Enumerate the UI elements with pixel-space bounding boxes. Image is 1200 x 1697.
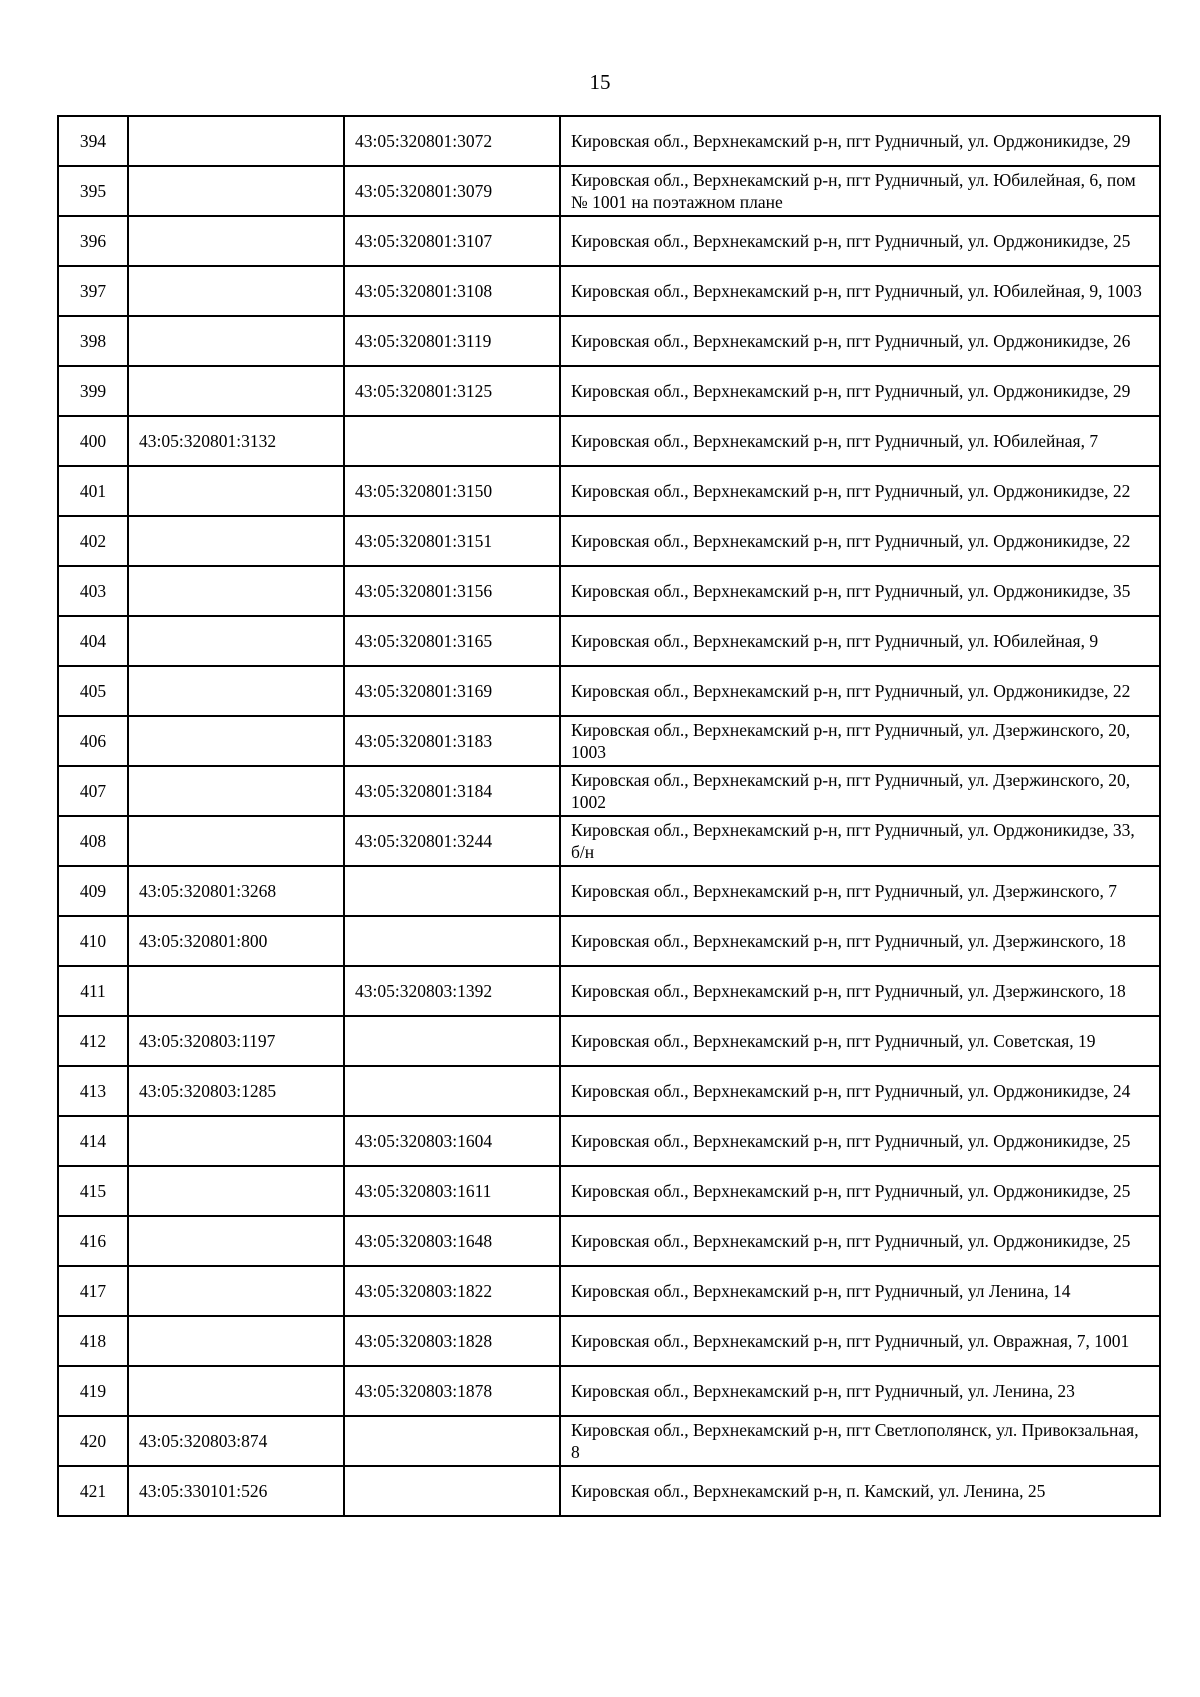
cadastral-number-a-cell: [128, 516, 344, 566]
row-number-cell: 410: [58, 916, 128, 966]
cadastral-number-a-cell: [128, 666, 344, 716]
cadastral-number-b-cell: 43:05:320803:1604: [344, 1116, 560, 1166]
address-cell: Кировская обл., Верхнекамский р-н, пгт Рудничный, ул. Дзержинского, 20, 1003: [560, 716, 1160, 766]
row-number-cell: 417: [58, 1266, 128, 1316]
row-number-cell: 406: [58, 716, 128, 766]
cadastral-number-a-cell: 43:05:320803:1285: [128, 1066, 344, 1116]
table-row: [58, 1116, 1160, 1166]
cadastral-number-b-cell: 43:05:320801:3125: [344, 366, 560, 416]
table-row: [58, 566, 1160, 616]
table-row: [58, 1366, 1160, 1416]
row-number-cell: 396: [58, 216, 128, 266]
table-row: [58, 416, 1160, 466]
table-row: [58, 1016, 1160, 1066]
cadastral-number-b-cell: 43:05:320801:3156: [344, 566, 560, 616]
address-cell: Кировская обл., Верхнекамский р-н, пгт Рудничный, ул. Дзержинского, 20, 1002: [560, 766, 1160, 816]
cadastral-number-a-cell: [128, 466, 344, 516]
cadastral-number-a-cell: 43:05:320803:874: [128, 1416, 344, 1466]
property-table: [57, 115, 1161, 1517]
row-number-cell: 411: [58, 966, 128, 1016]
cadastral-number-b-cell: 43:05:320801:3119: [344, 316, 560, 366]
row-number-cell: 409: [58, 866, 128, 916]
table-row: [58, 866, 1160, 916]
cadastral-number-a-cell: [128, 716, 344, 766]
address-cell: Кировская обл., Верхнекамский р-н, пгт Рудничный, ул. Ленина, 23: [560, 1366, 1160, 1416]
cadastral-number-b-cell: [344, 416, 560, 466]
cadastral-number-b-cell: [344, 1066, 560, 1116]
cadastral-number-b-cell: 43:05:320803:1828: [344, 1316, 560, 1366]
cadastral-number-a-cell: [128, 266, 344, 316]
row-number-cell: 394: [58, 116, 128, 166]
address-cell: Кировская обл., Верхнекамский р-н, пгт Рудничный, ул. Орджоникидзе, 25: [560, 1116, 1160, 1166]
cadastral-number-b-cell: 43:05:320803:1611: [344, 1166, 560, 1216]
row-number-cell: 399: [58, 366, 128, 416]
address-cell: Кировская обл., Верхнекамский р-н, пгт Светлополянск, ул. Привокзальная, 8: [560, 1416, 1160, 1466]
cadastral-number-a-cell: [128, 816, 344, 866]
cadastral-number-b-cell: [344, 916, 560, 966]
table-row: [58, 1266, 1160, 1316]
cadastral-number-b-cell: 43:05:320803:1392: [344, 966, 560, 1016]
row-number-cell: 407: [58, 766, 128, 816]
cadastral-number-b-cell: 43:05:320801:3107: [344, 216, 560, 266]
address-cell: Кировская обл., Верхнекамский р-н, пгт Рудничный, ул. Орджоникидзе, 24: [560, 1066, 1160, 1116]
row-number-cell: 395: [58, 166, 128, 216]
table-row: [58, 916, 1160, 966]
cadastral-number-a-cell: [128, 1366, 344, 1416]
address-cell: Кировская обл., Верхнекамский р-н, пгт Рудничный, ул. Орджоникидзе, 33, б/н: [560, 816, 1160, 866]
cadastral-number-b-cell: 43:05:320801:3151: [344, 516, 560, 566]
table-row: [58, 1316, 1160, 1366]
row-number-cell: 404: [58, 616, 128, 666]
cadastral-number-a-cell: [128, 766, 344, 816]
table-row: [58, 166, 1160, 216]
cadastral-number-a-cell: [128, 966, 344, 1016]
cadastral-number-b-cell: [344, 866, 560, 916]
cadastral-number-b-cell: 43:05:320803:1648: [344, 1216, 560, 1266]
cadastral-number-a-cell: [128, 566, 344, 616]
table-row: [58, 1066, 1160, 1116]
row-number-cell: 403: [58, 566, 128, 616]
cadastral-number-b-cell: 43:05:320803:1878: [344, 1366, 560, 1416]
row-number-cell: 400: [58, 416, 128, 466]
cadastral-number-b-cell: 43:05:320801:3072: [344, 116, 560, 166]
cadastral-number-b-cell: [344, 1466, 560, 1516]
cadastral-number-b-cell: 43:05:320803:1822: [344, 1266, 560, 1316]
row-number-cell: 419: [58, 1366, 128, 1416]
address-cell: Кировская обл., Верхнекамский р-н, пгт Рудничный, ул. Дзержинского, 18: [560, 916, 1160, 966]
address-cell: Кировская обл., Верхнекамский р-н, пгт Рудничный, ул. Овражная, 7, 1001: [560, 1316, 1160, 1366]
address-cell: Кировская обл., Верхнекамский р-н, пгт Рудничный, ул. Юбилейная, 6, пом № 1001 на поэтажном плане: [560, 166, 1160, 216]
table-row: [58, 366, 1160, 416]
address-cell: Кировская обл., Верхнекамский р-н, пгт Рудничный, ул. Советская, 19: [560, 1016, 1160, 1066]
row-number-cell: 398: [58, 316, 128, 366]
table-row: [58, 716, 1160, 766]
cadastral-number-b-cell: [344, 1016, 560, 1066]
cadastral-number-a-cell: [128, 616, 344, 666]
table-row: [58, 516, 1160, 566]
cadastral-number-a-cell: [128, 1316, 344, 1366]
cadastral-number-a-cell: 43:05:320801:800: [128, 916, 344, 966]
address-cell: Кировская обл., Верхнекамский р-н, пгт Рудничный, ул. Орджоникидзе, 29: [560, 116, 1160, 166]
cadastral-number-b-cell: 43:05:320801:3165: [344, 616, 560, 666]
address-cell: Кировская обл., Верхнекамский р-н, пгт Рудничный, ул Ленина, 14: [560, 1266, 1160, 1316]
row-number-cell: 408: [58, 816, 128, 866]
cadastral-number-a-cell: [128, 366, 344, 416]
table-body: [58, 116, 1160, 1516]
address-cell: Кировская обл., Верхнекамский р-н, пгт Рудничный, ул. Дзержинского, 18: [560, 966, 1160, 1016]
address-cell: Кировская обл., Верхнекамский р-н, пгт Рудничный, ул. Юбилейная, 9, 1003: [560, 266, 1160, 316]
table-row: [58, 116, 1160, 166]
address-cell: Кировская обл., Верхнекамский р-н, пгт Рудничный, ул. Орджоникидзе, 26: [560, 316, 1160, 366]
page-number: 15: [589, 70, 611, 94]
cadastral-number-a-cell: 43:05:320801:3132: [128, 416, 344, 466]
row-number-cell: 415: [58, 1166, 128, 1216]
table-row: [58, 216, 1160, 266]
cadastral-number-b-cell: [344, 1416, 560, 1466]
cadastral-number-a-cell: 43:05:320801:3268: [128, 866, 344, 916]
cadastral-number-b-cell: 43:05:320801:3183: [344, 716, 560, 766]
cadastral-number-a-cell: [128, 216, 344, 266]
cadastral-number-a-cell: [128, 1166, 344, 1216]
address-cell: Кировская обл., Верхнекамский р-н, пгт Рудничный, ул. Орджоникидзе, 29: [560, 366, 1160, 416]
cadastral-number-a-cell: [128, 1266, 344, 1316]
cadastral-number-a-cell: 43:05:320803:1197: [128, 1016, 344, 1066]
table-row: [58, 1166, 1160, 1216]
table-row: [58, 1416, 1160, 1466]
row-number-cell: 413: [58, 1066, 128, 1116]
address-cell: Кировская обл., Верхнекамский р-н, пгт Рудничный, ул. Орджоникидзе, 35: [560, 566, 1160, 616]
cadastral-number-a-cell: [128, 1216, 344, 1266]
row-number-cell: 416: [58, 1216, 128, 1266]
row-number-cell: 401: [58, 466, 128, 516]
cadastral-number-b-cell: 43:05:320801:3244: [344, 816, 560, 866]
table-row: [58, 1466, 1160, 1516]
row-number-cell: 418: [58, 1316, 128, 1366]
address-cell: Кировская обл., Верхнекамский р-н, пгт Рудничный, ул. Орджоникидзе, 25: [560, 216, 1160, 266]
row-number-cell: 405: [58, 666, 128, 716]
row-number-cell: 402: [58, 516, 128, 566]
row-number-cell: 421: [58, 1466, 128, 1516]
address-cell: Кировская обл., Верхнекамский р-н, пгт Рудничный, ул. Орджоникидзе, 25: [560, 1166, 1160, 1216]
table-row: [58, 266, 1160, 316]
table-row: [58, 1216, 1160, 1266]
cadastral-number-a-cell: [128, 116, 344, 166]
address-cell: Кировская обл., Верхнекамский р-н, пгт Рудничный, ул. Орджоникидзе, 22: [560, 666, 1160, 716]
cadastral-number-b-cell: 43:05:320801:3169: [344, 666, 560, 716]
table-row: [58, 966, 1160, 1016]
address-cell: Кировская обл., Верхнекамский р-н, пгт Рудничный, ул. Орджоникидзе, 25: [560, 1216, 1160, 1266]
row-number-cell: 420: [58, 1416, 128, 1466]
cadastral-number-b-cell: 43:05:320801:3150: [344, 466, 560, 516]
table-row: [58, 666, 1160, 716]
cadastral-number-b-cell: 43:05:320801:3184: [344, 766, 560, 816]
cadastral-number-a-cell: [128, 316, 344, 366]
address-cell: Кировская обл., Верхнекамский р-н, пгт Рудничный, ул. Юбилейная, 9: [560, 616, 1160, 666]
cadastral-number-b-cell: 43:05:320801:3108: [344, 266, 560, 316]
cadastral-number-a-cell: [128, 1116, 344, 1166]
cadastral-number-a-cell: 43:05:330101:526: [128, 1466, 344, 1516]
address-cell: Кировская обл., Верхнекамский р-н, пгт Рудничный, ул. Дзержинского, 7: [560, 866, 1160, 916]
row-number-cell: 397: [58, 266, 128, 316]
table-row: [58, 816, 1160, 866]
table-row: [58, 766, 1160, 816]
row-number-cell: 414: [58, 1116, 128, 1166]
table-row: [58, 466, 1160, 516]
table-row: [58, 316, 1160, 366]
table-row: [58, 616, 1160, 666]
cadastral-number-a-cell: [128, 166, 344, 216]
cadastral-number-b-cell: 43:05:320801:3079: [344, 166, 560, 216]
address-cell: Кировская обл., Верхнекамский р-н, пгт Рудничный, ул. Орджоникидзе, 22: [560, 516, 1160, 566]
address-cell: Кировская обл., Верхнекамский р-н, п. Камский, ул. Ленина, 25: [560, 1466, 1160, 1516]
address-cell: Кировская обл., Верхнекамский р-н, пгт Рудничный, ул. Орджоникидзе, 22: [560, 466, 1160, 516]
row-number-cell: 412: [58, 1016, 128, 1066]
address-cell: Кировская обл., Верхнекамский р-н, пгт Рудничный, ул. Юбилейная, 7: [560, 416, 1160, 466]
